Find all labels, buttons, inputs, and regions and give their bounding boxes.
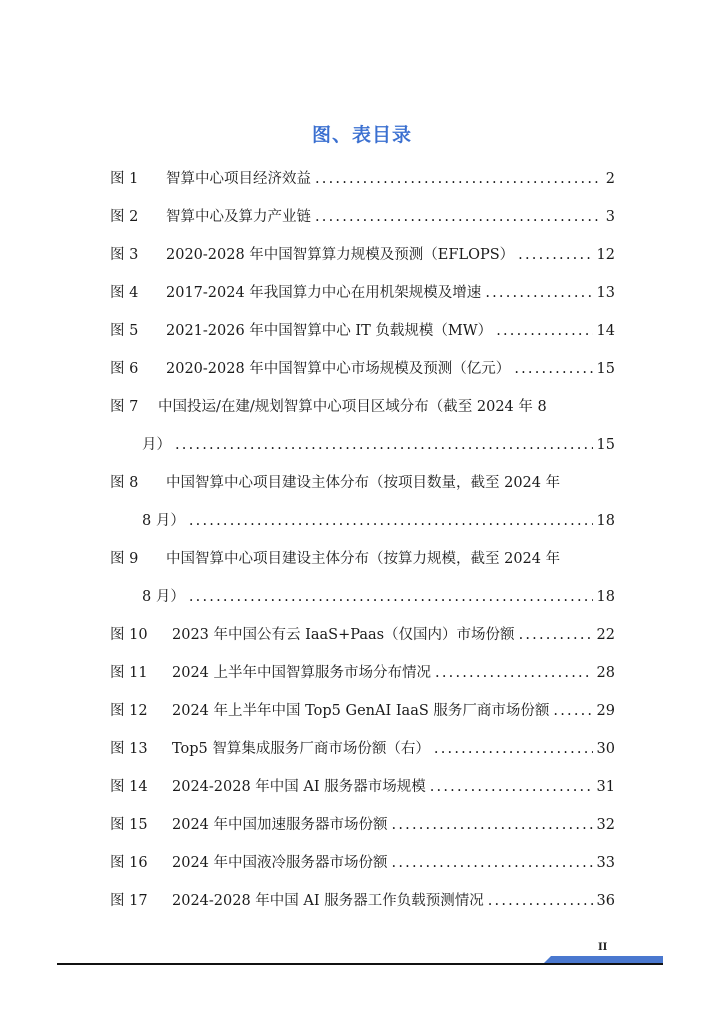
figure-caption: 2024 年上半年中国 Top5 GenAI IaaS 服务厂商市场份额 <box>172 703 550 719</box>
dot-leader <box>175 435 593 455</box>
toc-entry[interactable] <box>110 236 615 274</box>
toc-entry[interactable] <box>110 312 615 350</box>
figure-number: 图 16 <box>110 855 148 871</box>
figure-number: 图 6 <box>110 361 139 377</box>
dot-leader <box>315 207 601 227</box>
figure-caption: 2017-2024 年我国算力中心在用机架规模及增速 <box>166 285 482 301</box>
figure-caption: 智算中心项目经济效益 <box>166 171 311 187</box>
figure-number: 图 5 <box>110 323 139 339</box>
figure-number: 图 12 <box>110 703 148 719</box>
dot-leader <box>435 663 593 683</box>
figure-caption: 2024 年中国加速服务器市场份额 <box>172 817 388 833</box>
toc-entry[interactable] <box>110 806 615 844</box>
figure-caption: 2020-2028 年中国智算中心市场规模及预测（亿元） <box>166 361 511 377</box>
toc-entry[interactable] <box>110 350 615 388</box>
figure-caption: 2020-2028 年中国智算算力规模及预测（EFLOPS） <box>166 247 515 263</box>
figure-caption: 中国智算中心项目建设主体分布（按算力规模，截至 2024 年 <box>166 551 561 567</box>
dot-leader <box>392 853 593 873</box>
dot-leader <box>315 169 601 189</box>
toc-entry-continuation[interactable] <box>110 578 615 616</box>
dot-leader <box>514 359 592 379</box>
dot-leader <box>553 701 592 721</box>
page-number: 31 <box>596 779 615 795</box>
toc-entry[interactable] <box>110 768 615 806</box>
page-number: 3 <box>605 209 615 225</box>
toc-entry[interactable] <box>110 160 615 198</box>
page-number: 15 <box>596 437 615 453</box>
figure-number: 图 2 <box>110 209 139 225</box>
page-number: 36 <box>596 893 615 909</box>
page-number: 33 <box>596 855 615 871</box>
figure-caption: 智算中心及算力产业链 <box>166 209 311 225</box>
page-number: 14 <box>596 323 615 339</box>
figure-caption: 2024-2028 年中国 AI 服务器工作负载预测情况 <box>172 893 484 909</box>
figure-caption: 2023 年中国公有云 IaaS+Paas（仅国内）市场份额 <box>172 627 515 643</box>
footer-page-number: II <box>598 942 608 953</box>
figure-caption: 中国智算中心项目建设主体分布（按项目数量，截至 2024 年 <box>166 475 561 491</box>
page-number: 28 <box>596 665 615 681</box>
toc-entry[interactable] <box>110 692 615 730</box>
figure-caption: 中国投运/在建/规划智算中心项目区域分布（截至 2024 年 8 <box>158 399 547 415</box>
figure-number: 图 17 <box>110 893 148 909</box>
toc-title: 图、表目录 <box>311 124 412 146</box>
toc-entry[interactable] <box>110 198 615 236</box>
figure-number: 图 13 <box>110 741 148 757</box>
figure-number: 图 15 <box>110 817 148 833</box>
page-number: 15 <box>596 361 615 377</box>
figure-number: 图 3 <box>110 247 139 263</box>
dot-leader <box>496 321 592 341</box>
toc-entry[interactable] <box>110 388 615 426</box>
figure-table-list <box>110 160 615 920</box>
figure-number: 图 14 <box>110 779 148 795</box>
page-number: 18 <box>596 513 615 529</box>
dot-leader <box>434 739 593 759</box>
dot-leader <box>485 283 592 303</box>
figure-caption: 2024 上半年中国智算服务市场分布情况 <box>172 665 432 681</box>
page-number: 13 <box>596 285 615 301</box>
page-number: 2 <box>605 171 615 187</box>
toc-entry[interactable] <box>110 274 615 312</box>
figure-caption-continuation: 8 月） <box>142 513 185 529</box>
page-number: 18 <box>596 589 615 605</box>
figure-caption-continuation: 8 月） <box>142 589 185 605</box>
toc-entry[interactable] <box>110 654 615 692</box>
figure-caption: 2021-2026 年中国智算中心 IT 负载规模（MW） <box>166 323 493 339</box>
figure-number: 图 10 <box>110 627 148 643</box>
figure-number: 图 4 <box>110 285 139 301</box>
toc-entry-continuation[interactable] <box>110 502 615 540</box>
page-number: 12 <box>596 247 615 263</box>
figure-number: 图 7 <box>110 399 139 415</box>
dot-leader <box>430 777 593 797</box>
figure-number: 图 11 <box>110 665 148 681</box>
figure-caption: 2024 年中国液冷服务器市场份额 <box>172 855 388 871</box>
dot-leader <box>519 625 593 645</box>
toc-entry[interactable] <box>110 844 615 882</box>
dot-leader <box>189 587 593 607</box>
figure-caption: Top5 智算集成服务厂商市场份额（右） <box>172 741 430 757</box>
toc-entry[interactable] <box>110 882 615 920</box>
toc-entry[interactable] <box>110 540 615 578</box>
toc-entry-continuation[interactable] <box>110 426 615 464</box>
page-number: 32 <box>596 817 615 833</box>
dot-leader <box>518 245 592 265</box>
page-number: 30 <box>596 741 615 757</box>
page-number: 29 <box>596 703 615 719</box>
figure-number: 图 1 <box>110 171 139 187</box>
toc-entry[interactable] <box>110 616 615 654</box>
figure-number: 图 8 <box>110 475 139 491</box>
dot-leader <box>392 815 593 835</box>
figure-caption-continuation: 月） <box>142 437 171 453</box>
toc-entry[interactable] <box>110 464 615 502</box>
toc-entry[interactable] <box>110 730 615 768</box>
footer-rule <box>57 963 663 965</box>
dot-leader <box>488 891 593 911</box>
figure-number: 图 9 <box>110 551 139 567</box>
figure-caption: 2024-2028 年中国 AI 服务器市场规模 <box>172 779 426 795</box>
page-number: 22 <box>596 627 615 643</box>
dot-leader <box>189 511 593 531</box>
